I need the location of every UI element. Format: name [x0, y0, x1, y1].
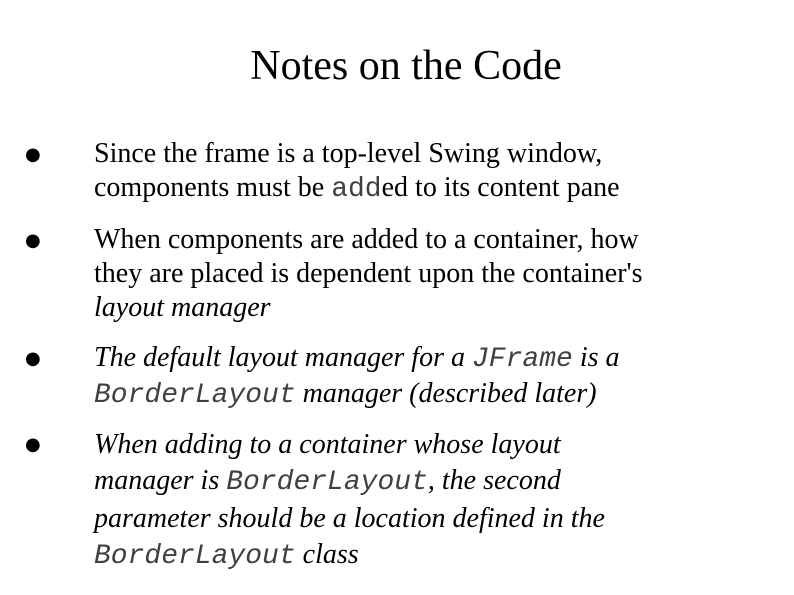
bullet-icon: ● — [25, 230, 41, 251]
bullet-text — [94, 137, 774, 207]
code-term: JFrame — [471, 344, 573, 375]
slide-title: Notes on the Code — [250, 43, 562, 89]
bullet-text-line: Since the frame is a top-level Swing window, — [94, 138, 603, 169]
bullet-text-segment: , the second — [427, 465, 561, 496]
bullet-text-segment: class — [295, 539, 359, 570]
bullet-text-line: When adding to a container whose layout — [94, 429, 561, 460]
bullet-text-segment: components must be — [94, 172, 332, 203]
emphasis-term: layout manager — [94, 292, 271, 323]
code-term: BorderLayout — [94, 380, 296, 411]
bullet-icon: ● — [25, 434, 41, 455]
bullet-text-line: When components are added to a container, how — [94, 224, 639, 255]
bullet-text-segment: manager is — [94, 465, 227, 496]
bullet-text — [94, 341, 774, 413]
bullet-text-line: parameter should be a location defined in the — [94, 503, 605, 534]
bullet-text-segment: is a — [572, 342, 620, 373]
bullet-text-line: they are placed is dependent upon the container's — [94, 258, 643, 289]
bullet-text-segment: manager (described later) — [295, 378, 597, 409]
bullet-icon: ● — [25, 144, 41, 165]
code-term: BorderLayout — [94, 541, 296, 572]
bullet-text — [94, 427, 774, 575]
bullet-text — [94, 223, 774, 325]
bullet-text-segment: ed to its content pane — [381, 172, 620, 203]
bullet-text-segment: The default layout manager for a — [94, 342, 472, 373]
bullet-icon: ● — [25, 348, 41, 369]
code-term: BorderLayout — [226, 467, 428, 498]
code-term: add — [331, 174, 382, 205]
